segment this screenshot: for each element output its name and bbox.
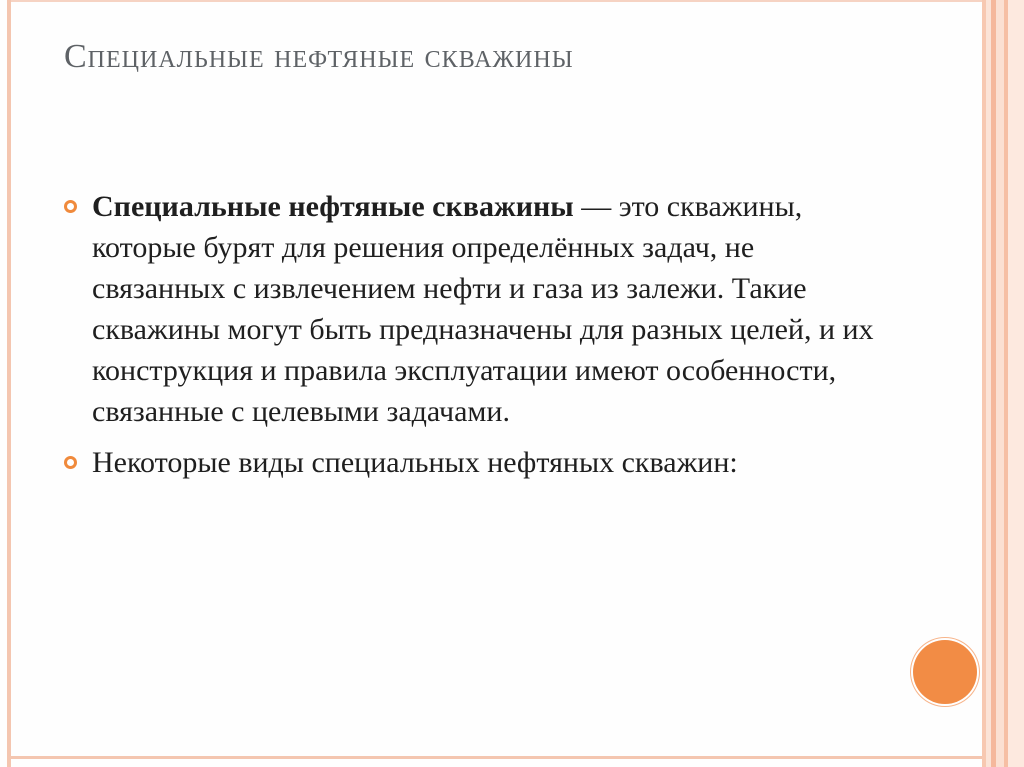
slide-title: Специальные нефтяные скважины: [64, 38, 574, 75]
orange-ring-bullet-icon: [64, 456, 77, 469]
bullet-item: [64, 186, 884, 432]
right-stripe: [1008, 0, 1024, 767]
bullet-text: Некоторые виды специальных нефтяных скважин:: [92, 446, 738, 479]
right-stripe: [996, 0, 1004, 767]
orange-ring-bullet-icon: [64, 200, 77, 213]
frame-left-border: [7, 0, 11, 767]
orange-circle-icon: [913, 640, 977, 704]
slide-content: [64, 186, 884, 493]
bullet-item: [64, 442, 884, 483]
bullet-text: — это скважины, которые бурят для решения определённых задач, не связанных с извлечением нефти и газа из залежи. Такие скважины могут быть предназначены для разных целей, и их конструкция и правила эксплуатации имеют особенности, связанные с целевыми задачами.: [92, 190, 874, 428]
frame-bottom-border: [7, 756, 982, 759]
bullet-bold-lead: Специальные нефтяные скважины: [92, 190, 574, 223]
frame-top-border: [7, 0, 982, 2]
